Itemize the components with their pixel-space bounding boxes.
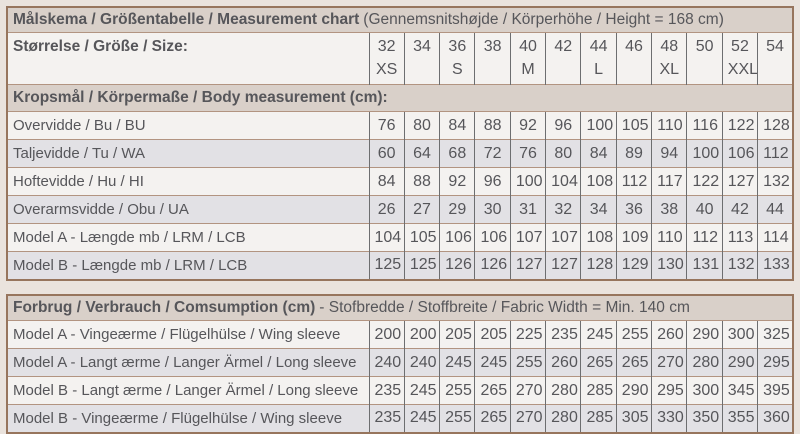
value-cell: 88	[475, 112, 510, 140]
value-cell: 270	[510, 377, 545, 405]
value-cell: 350	[687, 405, 722, 433]
value-cell: 84	[581, 140, 616, 168]
value-cell: 105	[404, 224, 439, 252]
measurement-table-title-note: (Gennemsnitshøjde / Körperhöhe / Height = 168 cm)	[363, 11, 724, 28]
value-cell: 395	[758, 377, 793, 405]
size-cell	[581, 33, 616, 85]
value-cell: 34	[581, 196, 616, 224]
value-cell: 126	[475, 252, 510, 280]
size-number: 46	[625, 38, 643, 55]
value-cell: 89	[616, 140, 651, 168]
value-cell: 94	[652, 140, 687, 168]
row-label: Model A - Langt ærme / Langer Ärmel / Long sleeve	[7, 349, 369, 377]
value-cell: 133	[758, 252, 793, 280]
value-cell: 245	[404, 377, 439, 405]
body-measurement-section-header: Kropsmål / Körpermaße / Body measurement (cm):	[7, 85, 793, 112]
value-cell: 112	[687, 224, 722, 252]
value-cell: 92	[440, 168, 475, 196]
measurement-row	[7, 112, 793, 140]
value-cell: 235	[369, 405, 404, 433]
size-cell	[369, 33, 404, 85]
size-number: 54	[766, 38, 784, 55]
value-cell: 40	[687, 196, 722, 224]
size-cell	[722, 33, 757, 85]
value-cell: 127	[510, 252, 545, 280]
size-row-label: Størrelse / Größe / Size:	[7, 33, 369, 85]
measurement-table-title	[7, 7, 793, 33]
value-cell: 29	[440, 196, 475, 224]
value-cell: 128	[581, 252, 616, 280]
value-cell: 100	[687, 140, 722, 168]
size-cell	[546, 33, 581, 85]
size-number: 36	[448, 38, 467, 55]
size-letter: XXL	[727, 61, 758, 78]
value-cell: 245	[440, 349, 475, 377]
size-number: 44	[589, 38, 608, 55]
value-cell: 280	[687, 349, 722, 377]
value-cell: 42	[722, 196, 757, 224]
size-number: 42	[554, 38, 573, 55]
value-cell: 255	[440, 377, 475, 405]
value-cell: 64	[404, 140, 439, 168]
size-number: 34	[413, 38, 431, 55]
value-cell: 106	[440, 224, 475, 252]
value-cell: 126	[440, 252, 475, 280]
value-cell: 290	[616, 377, 651, 405]
value-cell: 265	[475, 405, 510, 433]
value-cell: 131	[687, 252, 722, 280]
value-cell: 80	[546, 140, 581, 168]
measurement-table-title-bold: Målskema / Größentabelle / Measurement chart	[13, 11, 360, 28]
value-cell: 285	[581, 377, 616, 405]
row-label: Overvidde / Bu / BU	[7, 112, 369, 140]
value-cell: 235	[546, 321, 581, 349]
value-cell: 285	[581, 405, 616, 433]
value-cell: 255	[616, 321, 651, 349]
value-cell: 235	[369, 377, 404, 405]
value-cell: 112	[616, 168, 651, 196]
row-label: Hoftevidde / Hu / HI	[7, 168, 369, 196]
value-cell: 31	[510, 196, 545, 224]
value-cell: 129	[616, 252, 651, 280]
size-number: 52	[731, 38, 749, 55]
value-cell: 255	[510, 349, 545, 377]
value-cell: 225	[510, 321, 545, 349]
value-cell: 280	[546, 405, 581, 433]
value-cell: 44	[758, 196, 793, 224]
size-letter: L	[594, 61, 604, 78]
value-cell: 345	[722, 377, 757, 405]
measurement-row	[7, 224, 793, 252]
consumption-table	[6, 294, 794, 434]
value-cell: 127	[546, 252, 581, 280]
row-label: Model A - Længde mb / LRM / LCB	[7, 224, 369, 252]
value-cell: 76	[510, 140, 545, 168]
value-cell: 106	[475, 224, 510, 252]
value-cell: 76	[369, 112, 404, 140]
value-cell: 200	[404, 321, 439, 349]
value-cell: 84	[369, 168, 404, 196]
size-cell	[652, 33, 687, 85]
size-cell	[475, 33, 510, 85]
row-label: Taljevidde / Tu / WA	[7, 140, 369, 168]
size-cell	[440, 33, 475, 85]
value-cell: 60	[369, 140, 404, 168]
measurement-table	[6, 6, 794, 281]
value-cell: 330	[652, 405, 687, 433]
value-cell: 132	[758, 168, 793, 196]
value-cell: 113	[722, 224, 757, 252]
value-cell: 110	[652, 112, 687, 140]
value-cell: 116	[687, 112, 722, 140]
value-cell: 270	[510, 405, 545, 433]
value-cell: 112	[758, 140, 793, 168]
value-cell: 205	[440, 321, 475, 349]
size-number: 32	[377, 38, 396, 55]
size-header-row	[7, 33, 793, 85]
value-cell: 280	[546, 377, 581, 405]
row-label: Model B - Vingeærme / Flügelhülse / Wing sleeve	[7, 405, 369, 433]
value-cell: 106	[722, 140, 757, 168]
consumption-row	[7, 349, 793, 377]
size-cell	[758, 33, 793, 85]
row-label: Model B - Langt ærme / Langer Ärmel / Long sleeve	[7, 377, 369, 405]
value-cell: 255	[440, 405, 475, 433]
value-cell: 109	[616, 224, 651, 252]
size-number: 50	[695, 38, 714, 55]
value-cell: 300	[687, 377, 722, 405]
value-cell: 26	[369, 196, 404, 224]
size-letter: M	[521, 61, 535, 78]
measurement-row	[7, 168, 793, 196]
value-cell: 265	[475, 377, 510, 405]
value-cell: 110	[652, 224, 687, 252]
consumption-table-title-bold: Forbrug / Verbrauch / Comsumption (cm)	[13, 299, 316, 316]
value-cell: 104	[546, 168, 581, 196]
size-letter: XS	[375, 61, 398, 78]
value-cell: 27	[404, 196, 439, 224]
value-cell: 68	[440, 140, 475, 168]
value-cell: 107	[546, 224, 581, 252]
size-letter: XL	[659, 61, 680, 78]
size-cell	[510, 33, 545, 85]
value-cell: 125	[404, 252, 439, 280]
size-number: 38	[483, 38, 502, 55]
value-cell: 265	[581, 349, 616, 377]
row-label: Overarmsvidde / Obu / UA	[7, 196, 369, 224]
consumption-table-title-note: - Stofbredde / Stoffbreite / Fabric Width = Min. 140 cm	[319, 299, 690, 316]
consumption-row	[7, 321, 793, 349]
value-cell: 245	[581, 321, 616, 349]
value-cell: 100	[510, 168, 545, 196]
size-number: 48	[660, 38, 679, 55]
value-cell: 108	[581, 168, 616, 196]
value-cell: 96	[475, 168, 510, 196]
value-cell: 325	[758, 321, 793, 349]
value-cell: 200	[369, 321, 404, 349]
value-cell: 32	[546, 196, 581, 224]
value-cell: 30	[475, 196, 510, 224]
value-cell: 105	[616, 112, 651, 140]
value-cell: 122	[722, 112, 757, 140]
consumption-row	[7, 377, 793, 405]
size-letter: S	[451, 61, 463, 78]
value-cell: 205	[475, 321, 510, 349]
value-cell: 128	[758, 112, 793, 140]
value-cell: 88	[404, 168, 439, 196]
value-cell: 270	[652, 349, 687, 377]
value-cell: 240	[404, 349, 439, 377]
size-cell	[404, 33, 439, 85]
value-cell: 117	[652, 168, 687, 196]
value-cell: 125	[369, 252, 404, 280]
value-cell: 108	[581, 224, 616, 252]
size-cell	[616, 33, 651, 85]
row-label: Model B - Længde mb / LRM / LCB	[7, 252, 369, 280]
value-cell: 130	[652, 252, 687, 280]
value-cell: 80	[404, 112, 439, 140]
value-cell: 295	[758, 349, 793, 377]
value-cell: 100	[581, 112, 616, 140]
value-cell: 107	[510, 224, 545, 252]
measurement-table-title-row	[7, 7, 793, 33]
value-cell: 240	[369, 349, 404, 377]
measurement-row	[7, 140, 793, 168]
size-cell	[687, 33, 722, 85]
value-cell: 360	[758, 405, 793, 433]
value-cell: 355	[722, 405, 757, 433]
value-cell: 245	[475, 349, 510, 377]
value-cell: 260	[546, 349, 581, 377]
value-cell: 290	[722, 349, 757, 377]
body-measurement-section-row	[7, 85, 793, 112]
value-cell: 300	[722, 321, 757, 349]
consumption-table-title-row	[7, 295, 793, 321]
measurement-row	[7, 252, 793, 280]
value-cell: 104	[369, 224, 404, 252]
value-cell: 122	[687, 168, 722, 196]
value-cell: 132	[722, 252, 757, 280]
value-cell: 245	[404, 405, 439, 433]
value-cell: 295	[652, 377, 687, 405]
measurement-row	[7, 196, 793, 224]
value-cell: 96	[546, 112, 581, 140]
value-cell: 127	[722, 168, 757, 196]
row-label: Model A - Vingeærme / Flügelhülse / Wing sleeve	[7, 321, 369, 349]
value-cell: 305	[616, 405, 651, 433]
value-cell: 92	[510, 112, 545, 140]
value-cell: 84	[440, 112, 475, 140]
value-cell: 36	[616, 196, 651, 224]
consumption-table-title	[7, 295, 793, 321]
value-cell: 72	[475, 140, 510, 168]
value-cell: 290	[687, 321, 722, 349]
value-cell: 38	[652, 196, 687, 224]
value-cell: 265	[616, 349, 651, 377]
value-cell: 260	[652, 321, 687, 349]
consumption-row	[7, 405, 793, 433]
value-cell: 114	[758, 224, 793, 252]
size-number: 40	[519, 38, 537, 55]
